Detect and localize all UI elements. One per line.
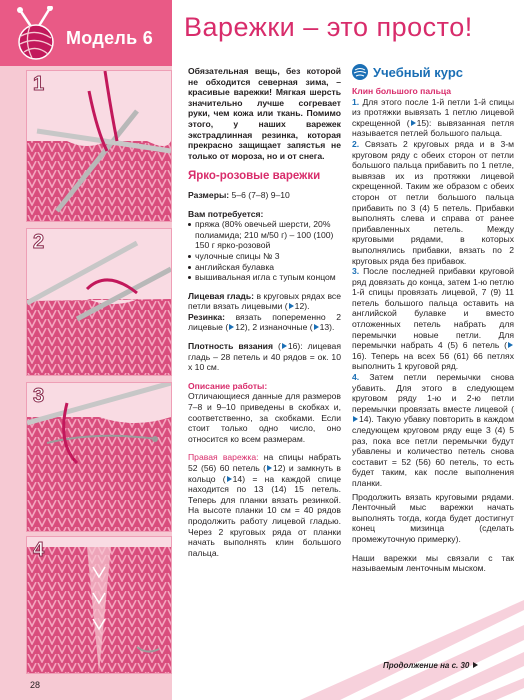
figure-2-number: 2	[33, 231, 45, 253]
model-title: Модель 6	[66, 28, 154, 48]
arrow-icon	[353, 416, 358, 422]
page-title: Варежки – это просто!	[184, 12, 473, 42]
arrow-icon	[411, 120, 416, 126]
step-number: 1.	[352, 96, 360, 107]
left-column	[188, 66, 341, 558]
band-toe-paragraph: Наши варежки мы связали с так называемым ленточным мыском.	[352, 552, 514, 574]
knitting-illustration-2	[27, 229, 171, 375]
materials-list	[188, 219, 341, 283]
sizes-line	[188, 190, 341, 201]
materials-heading: Вам потребуется:	[188, 208, 264, 219]
arrow-icon	[508, 342, 513, 348]
gauge-paragraph: Плотность вязания ( 16): лицевая гладь – 28 петель и 40 рядов = ок. 10 x 10 см.	[188, 341, 341, 373]
decorative-stripes	[300, 600, 524, 700]
arrow-icon	[229, 324, 234, 330]
step-number: 3.	[352, 266, 360, 277]
rib-label: Резинка:	[188, 311, 225, 322]
sidebar-header	[0, 0, 172, 66]
step-text: Для этого после 1-й петли 1-й спицы из протяжки вывязать 1 петлю лицевой скрещенной (	[352, 96, 514, 128]
gauge-text: : лицевая гладь – 28 петель и 40 рядов = ок. 10 x 10 см.	[188, 341, 341, 373]
intro-paragraph: Обязательная вещь, без которой не обходится северная зима, – красивые варежки! Мягкая шерсть значительно лучше согревает руки, чем кожа или ткань. Помимо этого, у наших варежек экстрадлинная резинка, которая прекрасно защищает запястья не только от мороза, но и от снега.	[188, 66, 341, 161]
ref-number: 13	[319, 322, 330, 333]
material-item: чулочные спицы № 3	[188, 251, 341, 262]
gauge-label: Плотность вязания	[188, 341, 273, 352]
ref-number: 14	[232, 473, 243, 484]
stockinette-label: Лицевая гладь:	[188, 290, 255, 301]
continued-text: Продолжение на с. 30	[383, 661, 470, 670]
step-number: 4.	[352, 372, 360, 383]
material-item: английская булавка	[188, 262, 341, 273]
page-number: 28	[30, 680, 41, 690]
knitting-illustration-3	[27, 383, 171, 531]
ref-number: 12	[294, 301, 305, 312]
ref-number: 15	[416, 117, 427, 128]
right-mitten-text: ) и замкнуть в кольцо (	[188, 463, 342, 484]
arrow-icon	[282, 343, 287, 349]
right-mitten-text: ) = на каждой спице находится по 13 (14) 15 петель. Теперь для планки вязать резинкой. На высоте планки 10 см = 40 рядов продолжить работу лицевой гладью. Через 2 круговых ряда от планки начать выполнять клин большого пальца.	[188, 473, 342, 558]
course-title: Учебный курс	[373, 64, 464, 80]
step-text: ): вывязанная петля называется петлей большого пальца.	[352, 117, 514, 139]
arrow-icon	[289, 303, 294, 309]
step-text: ). Такую убавку повторить в каждом следующем круговом ряду еще 3 (4) 5 раз, пока все петли перемычки будут убавлены и количество петель снова составит = 52 (56) 60 петель, то есть будет таким, как после выполнения планки.	[352, 414, 514, 488]
arrow-icon	[227, 476, 232, 482]
ref-number: 16	[352, 350, 362, 361]
yarn-ball-icon	[352, 64, 368, 80]
section-title-pink-mittens: Ярко-розовые варежки	[188, 170, 321, 183]
rib-text: ), 2 изнаночные (	[244, 322, 313, 333]
sizes-label: Размеры:	[188, 189, 230, 200]
figure-4-number: 4	[33, 539, 45, 561]
figure-1	[26, 70, 172, 222]
arrow-icon	[473, 662, 478, 668]
figure-3	[26, 382, 172, 532]
sizes-value: 5–6 (7–8) 9–10	[229, 189, 290, 200]
right-mitten-paragraph	[188, 452, 341, 558]
description-heading: Описание работы:	[188, 380, 268, 391]
ref-number: 14	[359, 414, 369, 425]
continued-note	[383, 661, 479, 670]
step-text: Затем петли перемычки снова убавить. Для этого в следующем круговом ряду 1-ю и 2-ю петли перемычки провязать вместе лицевой (	[352, 372, 514, 414]
knitting-illustration-4	[27, 537, 171, 673]
step-3	[352, 266, 514, 372]
ref-number: 16	[287, 341, 298, 352]
description-paragraph: Отличающиеся данные для размеров 7–8 и 9–10 приведены в скобках и, соответственно, за скобками. Если стоит только одно число, оно относится ко всем размерам.	[188, 391, 341, 444]
step-text: ). Теперь на всех 56 (61) 66 петлях выполнить 1 круговой ряд.	[352, 350, 514, 372]
figure-4	[26, 536, 172, 674]
stockinette-paragraph: Лицевая гладь: в круговых рядах все петли вязать лицевыми ( 12).	[188, 290, 341, 312]
right-mitten-text: на спицы набрать 52 (56) 60 петель (	[188, 452, 341, 473]
step-4	[352, 372, 514, 489]
stockinette-text: в круговых рядах все петли вязать лицевыми (	[188, 290, 341, 312]
step-text: Связать 2 круговых ряда и в 3-м круговом ряду с обеих сторон от петли большого пальца прибавить по 1 петле, вывязав их из протяжки лицевой скрещенной. Таким же образом с обеих сторон от петли большого пальца прибавить по 3 (4) 5 петель. Прибавки выполнять слева и справа от ранее прибавленных петель. Между круговыми рядами, в которых выполнялись прибавки, вязать по 2 круговых ряда без прибавок.	[352, 138, 514, 266]
material-item: пряжа (80% овечьей шерсти, 20% полиамида; 210 м/50 г) – 100 (100) 150 г ярко-розовой	[188, 219, 341, 251]
arrow-icon	[314, 324, 319, 330]
knitting-illustration-1	[27, 71, 171, 221]
step-2	[352, 139, 514, 266]
step-text: После последней прибавки круговой ряд довязать до конца, затем 1-ю петлю 1-й спицы провязать лицевой, 7 (9) 11 петель большого пальца оставить на английской булавке и вместо отложенных петель набрать для перемычки новые петли. Для перемычки набрать 4 (5) 6 петель (	[352, 266, 514, 351]
rib-paragraph: Резинка: вязать попеременно 2 лицевые ( 12), 2 изнаночные ( 13).	[188, 311, 341, 333]
figure-3-number: 3	[33, 385, 45, 407]
continue-paragraph: Продолжить вязать круговыми рядами. Ленточный мыс варежки начать выполнять тогда, когда будет достигнут конец мизинца (сделать промежуточную примерку).	[352, 491, 514, 544]
right-column	[352, 86, 514, 574]
right-mitten-label: Правая варежка:	[188, 452, 259, 463]
ref-number: 12	[235, 322, 245, 333]
step-number: 2.	[352, 138, 360, 149]
thumb-gusset-subtitle: Клин большого пальца	[352, 86, 452, 96]
rib-text: вязать попеременно 2 лицевые (	[188, 311, 341, 333]
course-header	[352, 62, 463, 82]
step-1	[352, 97, 514, 139]
yarn-ball-icon	[10, 6, 64, 62]
ref-number: 12	[273, 463, 283, 473]
figure-1-number: 1	[33, 73, 45, 95]
figure-2	[26, 228, 172, 376]
arrow-icon	[267, 465, 272, 471]
sidebar	[0, 0, 172, 700]
material-item: вышивальная игла с тупым концом	[188, 272, 341, 283]
